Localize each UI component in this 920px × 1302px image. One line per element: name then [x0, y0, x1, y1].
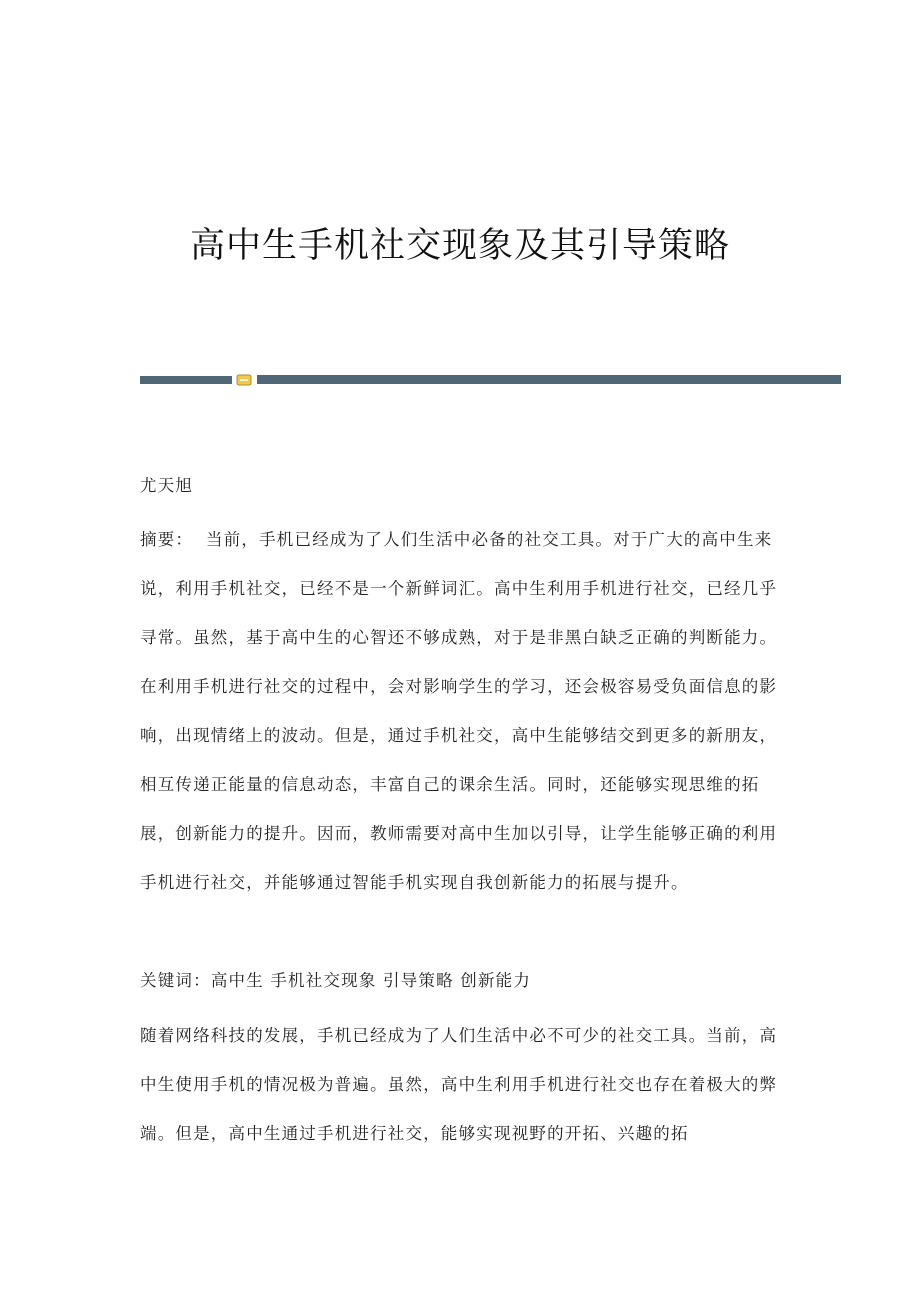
abstract-section — [140, 515, 782, 907]
keywords-section — [140, 956, 782, 1005]
abstract-paragraph — [140, 515, 782, 907]
abstract-label: 摘要： — [140, 530, 194, 549]
document-title: 高中生手机社交现象及其引导策略 — [189, 226, 730, 266]
divider-ornament-icon — [236, 374, 252, 386]
keywords-paragraph — [140, 956, 782, 1005]
title-divider — [140, 374, 841, 386]
keywords-label: 关键词： — [140, 971, 211, 990]
abstract-text: 当前，手机已经成为了人们生活中必备的社交工具。对于广大的高中生来说，利用手机社交，已经不是一个新鲜词汇。高中生利用手机进行社交，已经几乎寻常。虽然，基于高中生的心智还不够成熟，对于是非黑白缺乏正确的判断能力。在利用手机进行社交的过程中，会对影响学生的学习，还会极容易受负面信息的影响，出现情绪上的波动。但是，通过手机社交，高中生能够结交到更多的新朋友，相互传递正能量的信息动态，丰富自己的课余生活。同时，还能够实现思维的拓展，创新能力的提升。因而，教师需要对高中生加以引导，让学生能够正确的利用手机进行社交，并能够通过智能手机实现自我创新能力的拓展与提升。 — [140, 530, 778, 892]
divider-bar-left — [140, 376, 232, 384]
author-name: 尤天旭 — [140, 476, 194, 495]
keywords-list: 高中生 手机社交现象 引导策略 创新能力 — [210, 971, 532, 990]
intro-paragraph: 随着网络科技的发展，手机已经成为了人们生活中必不可少的社交工具。当前，高中生使用手机的情况极为普遍。虽然，高中生利用手机进行社交也存在着极大的弊端。但是，高中生通过手机进行社交，能够实现视野的开拓、兴趣的拓 — [140, 1026, 778, 1143]
author-line — [140, 461, 782, 510]
intro-section — [140, 1011, 782, 1158]
divider-bar-right — [257, 375, 841, 384]
